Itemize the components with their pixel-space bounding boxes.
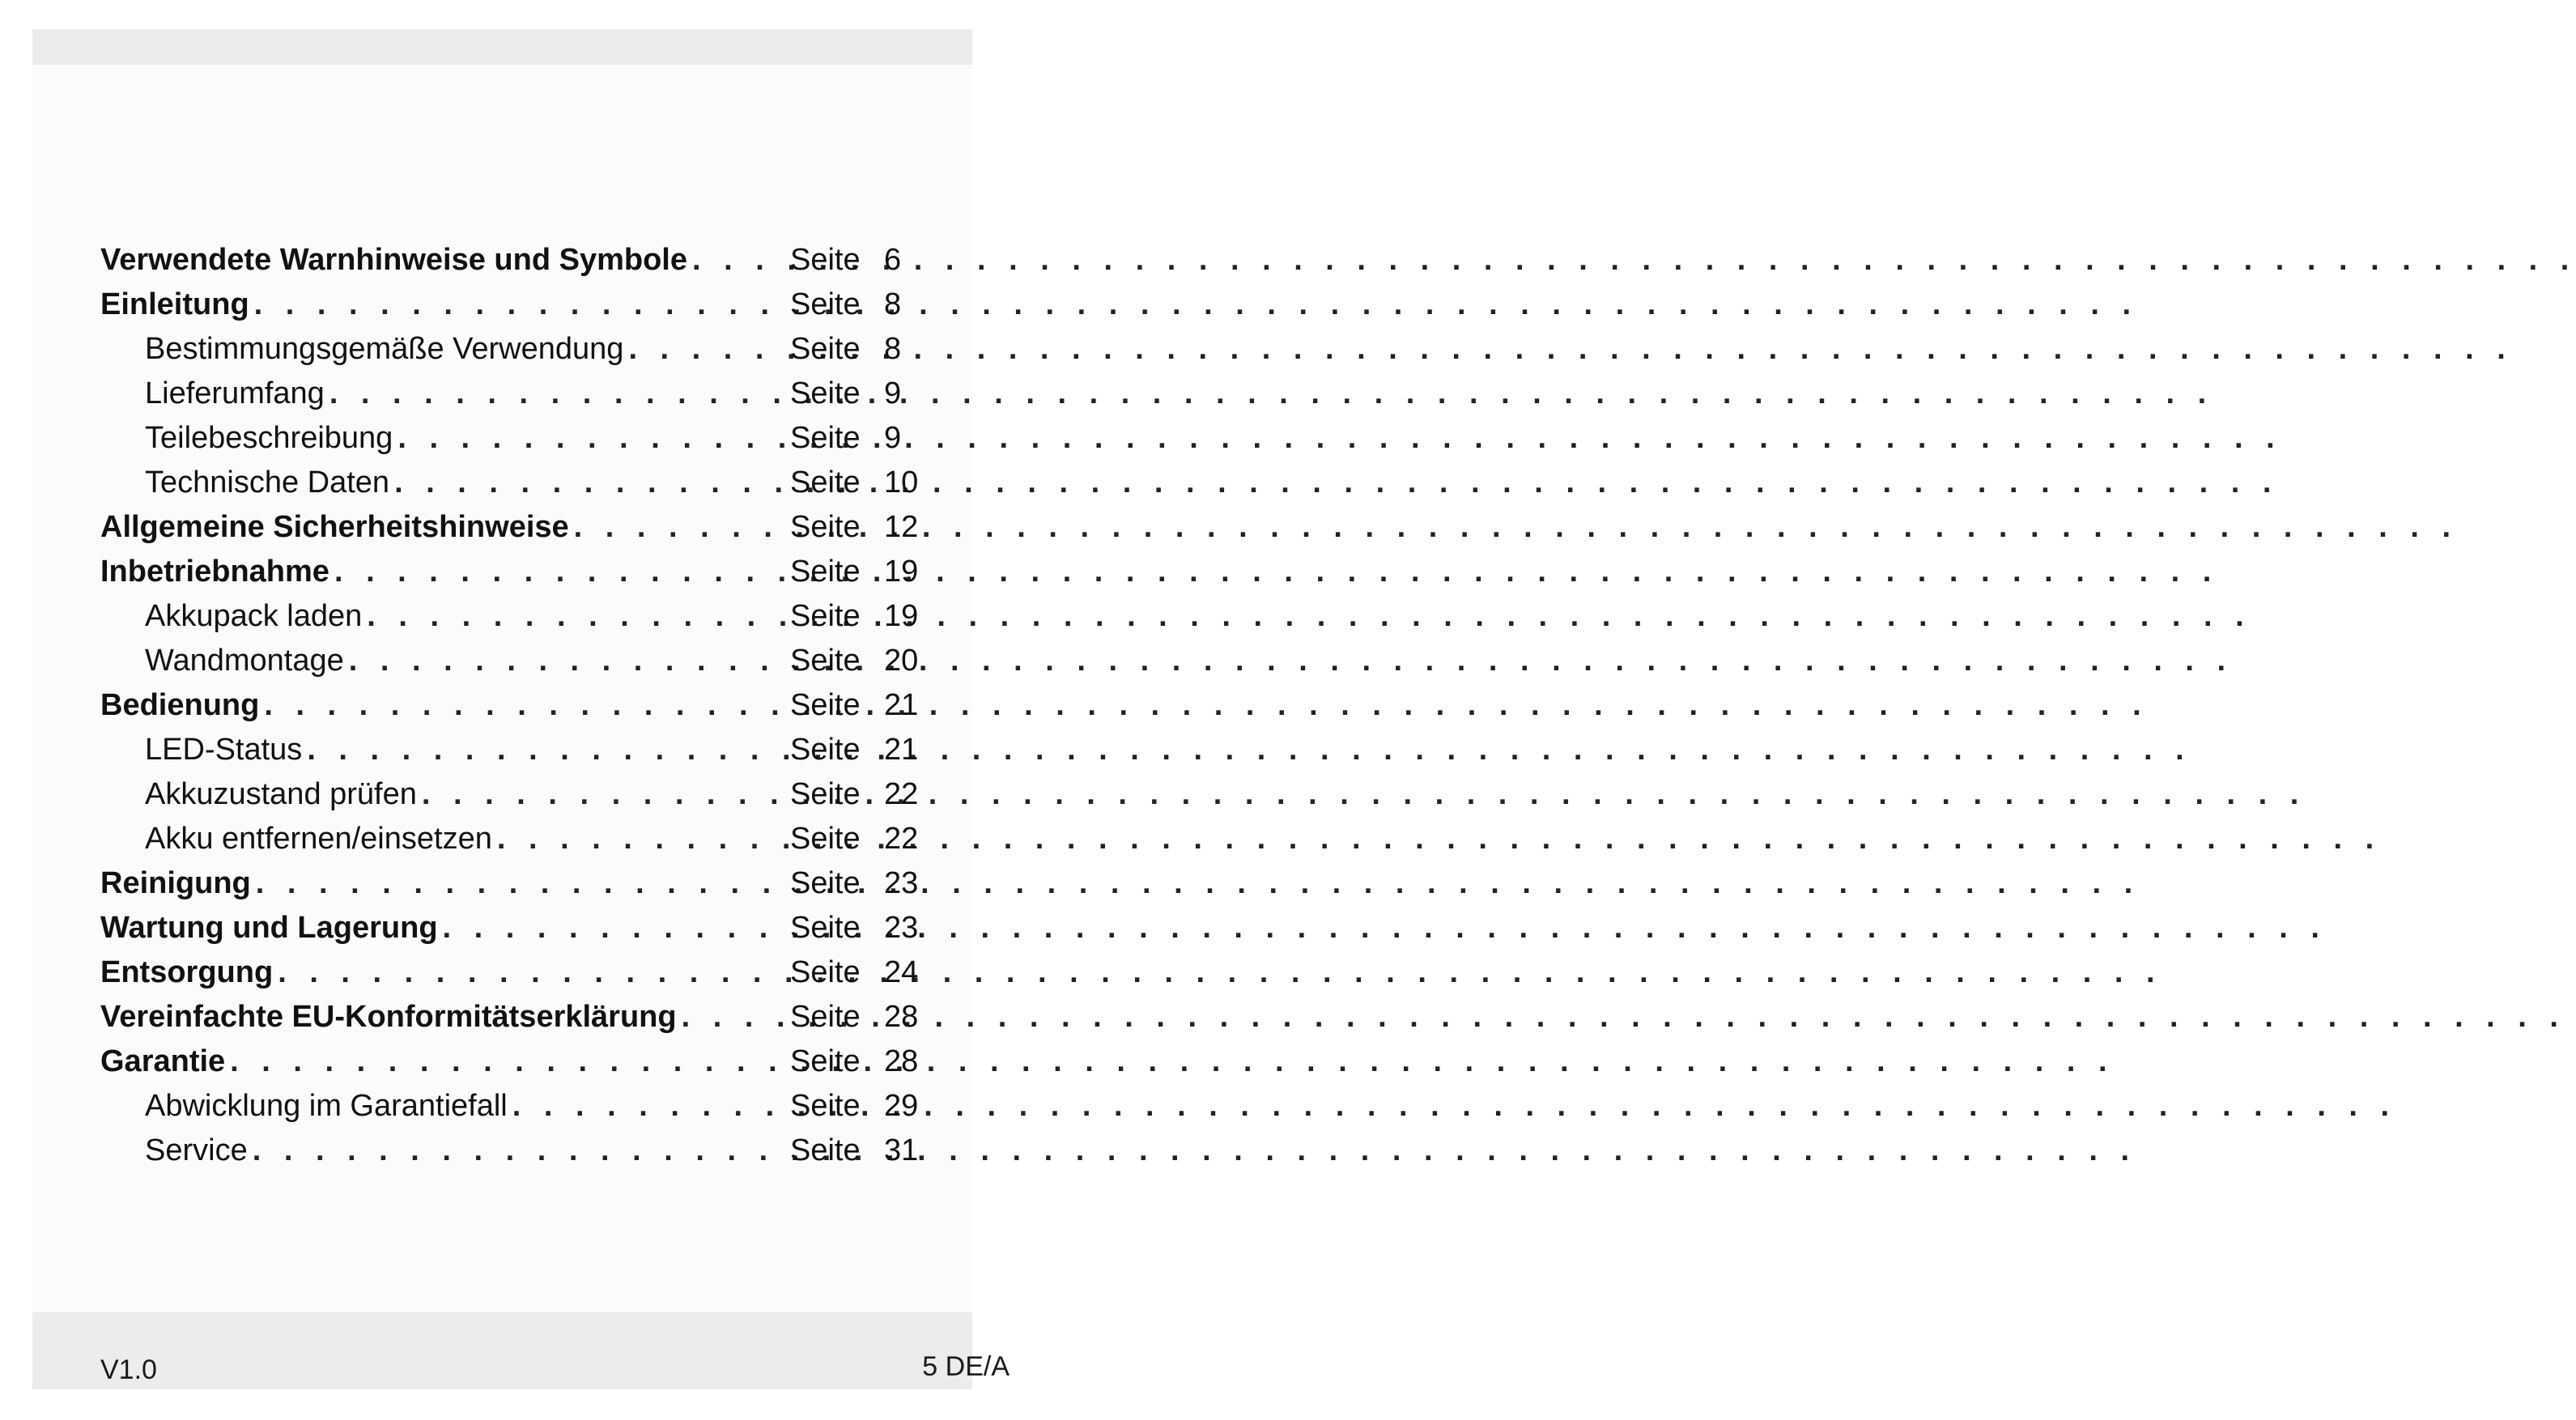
toc-entry-title: Lieferumfang — [145, 376, 325, 410]
dot-leader — [349, 639, 2233, 683]
toc-entry-title: Akkuzustand prüfen — [145, 777, 417, 811]
toc-page-label: Seite — [790, 555, 861, 589]
toc-entry[interactable] — [100, 639, 926, 683]
toc-page-label: Seite — [790, 421, 861, 455]
toc-entry-title: Reinigung — [100, 866, 251, 900]
toc-entry[interactable] — [100, 283, 926, 327]
version-label: V1.0 — [100, 1354, 157, 1385]
dot-leader — [628, 327, 2512, 372]
toc-page-number: 9 — [884, 421, 902, 455]
toc-page-number: 20 — [884, 644, 919, 678]
toc-entry-title: Akku entfernen/einsetzen — [145, 822, 492, 856]
toc-page-number: 8 — [884, 332, 902, 366]
toc-page-label: Seite — [790, 332, 861, 366]
toc-entry[interactable] — [100, 461, 926, 505]
toc-entry-title-group — [100, 505, 779, 550]
toc-entry-title: Einleitung — [100, 287, 249, 321]
toc-page-number: 23 — [884, 866, 919, 900]
toc-entry-title: Bedienung — [100, 688, 260, 722]
dot-leader — [334, 550, 2218, 594]
toc-entry[interactable] — [100, 861, 926, 906]
toc-entry-title-group — [145, 639, 779, 683]
toc-entry[interactable] — [100, 594, 926, 639]
toc-page-label: Seite — [790, 866, 861, 900]
toc-entry-title-group — [145, 772, 779, 817]
dot-leader — [329, 372, 2213, 416]
toc-entry-title: Teilebeschreibung — [145, 421, 393, 455]
toc-entry-title-group — [145, 817, 779, 861]
toc-entry-title-group — [100, 950, 779, 995]
toc-entry[interactable] — [100, 728, 926, 772]
dot-leader — [682, 995, 2565, 1039]
toc-entry-title-group — [145, 728, 779, 772]
toc-page-number: 31 — [884, 1133, 919, 1167]
toc-entry[interactable] — [100, 906, 926, 950]
toc-page-number: 24 — [884, 955, 919, 989]
toc-page-number: 22 — [884, 777, 919, 811]
toc-page-number: 9 — [884, 376, 902, 410]
dot-leader — [692, 238, 2576, 283]
dot-leader — [397, 416, 2281, 461]
toc-entry[interactable] — [100, 950, 926, 995]
toc-page-number: 6 — [884, 243, 902, 277]
toc-page-number: 19 — [884, 555, 919, 589]
toc-entry[interactable] — [100, 1039, 926, 1084]
dot-leader — [254, 283, 2138, 327]
toc-entry-title: Wandmontage — [145, 644, 344, 678]
toc-entry[interactable] — [100, 505, 926, 550]
dot-leader — [443, 906, 2327, 950]
dot-leader — [394, 461, 2278, 505]
toc-page-label: Seite — [790, 1133, 861, 1167]
toc-page-label: Seite — [790, 644, 861, 678]
toc-entry[interactable] — [100, 683, 926, 728]
dot-leader — [264, 683, 2148, 728]
dot-leader — [278, 950, 2162, 995]
toc-entry-title-group — [100, 861, 779, 906]
toc-page-label: Seite — [790, 243, 861, 277]
toc-entry-title: Allgemeine Sicherheitshinweise — [100, 510, 569, 544]
dot-leader — [253, 1129, 2136, 1173]
toc-page-label: Seite — [790, 510, 861, 544]
toc-entry[interactable] — [100, 817, 926, 861]
toc-entry[interactable] — [100, 550, 926, 594]
toc-entry[interactable] — [100, 238, 926, 283]
toc-entry-title: Garantie — [100, 1044, 226, 1078]
toc-entry-title: Technische Daten — [145, 466, 390, 500]
dot-leader — [422, 772, 2306, 817]
toc-entry-title-group — [100, 1039, 779, 1084]
toc-page-label: Seite — [790, 1044, 861, 1078]
toc-page-label: Seite — [790, 777, 861, 811]
toc-entry[interactable] — [100, 1129, 926, 1173]
toc-entry-title: Verwendete Warnhinweise und Symbole — [100, 243, 687, 277]
toc-page-number: 21 — [884, 733, 919, 767]
toc-entry-title-group — [100, 238, 779, 283]
toc-entry-title: Wartung und Lagerung — [100, 911, 438, 945]
toc-entry-title-group — [145, 594, 779, 639]
dot-leader — [256, 861, 2140, 906]
toc-page-label: Seite — [790, 688, 861, 722]
document-page — [32, 29, 1010, 1389]
toc-entry-title: Entsorgung — [100, 955, 274, 989]
toc-page-label: Seite — [790, 599, 861, 633]
toc-entry-title-group — [145, 461, 779, 505]
dot-leader — [230, 1039, 2114, 1084]
toc-entry[interactable] — [100, 995, 926, 1039]
toc-entry-title: Service — [145, 1133, 248, 1167]
toc-entry-title: Abwicklung im Garantiefall — [145, 1089, 508, 1123]
toc-page-number: 22 — [884, 822, 919, 856]
toc-entry-title-group — [145, 372, 779, 416]
toc-page-number: 12 — [884, 510, 919, 544]
toc-entry-title-group — [145, 1084, 779, 1129]
toc-entry[interactable] — [100, 327, 926, 372]
toc-entry[interactable] — [100, 772, 926, 817]
toc-entry-title-group — [100, 906, 779, 950]
toc-entry-title-group — [145, 1129, 779, 1173]
toc-page-label: Seite — [790, 911, 861, 945]
toc-page-label: Seite — [790, 1089, 861, 1123]
toc-page-number: 19 — [884, 599, 919, 633]
toc-page-number: 23 — [884, 911, 919, 945]
toc-page-label: Seite — [790, 1000, 861, 1034]
page-number: 5 DE/A — [922, 1351, 1010, 1382]
toc-page-label: Seite — [790, 822, 861, 856]
toc-page-label: Seite — [790, 733, 861, 767]
toc-entry-title: Inbetriebnahme — [100, 555, 329, 589]
toc-entry-title-group — [100, 283, 779, 327]
page-footer — [32, 1312, 1010, 1389]
toc-entry-title-group — [100, 550, 779, 594]
toc-page-number: 21 — [884, 688, 919, 722]
toc-page-number: 8 — [884, 287, 902, 321]
toc-entry-title-group — [145, 416, 779, 461]
toc-entry[interactable] — [100, 416, 926, 461]
toc-page-number: 28 — [884, 1044, 919, 1078]
toc-page-number: 29 — [884, 1089, 919, 1123]
toc-page-label: Seite — [790, 376, 861, 410]
toc-entry-title: LED-Status — [145, 733, 303, 767]
toc-entry-title: Vereinfachte EU-Konformitätserklärung — [100, 1000, 677, 1034]
toc-page-number: 28 — [884, 1000, 919, 1034]
toc-page-label: Seite — [790, 287, 861, 321]
toc-entry[interactable] — [100, 372, 926, 416]
toc-page-label: Seite — [790, 955, 861, 989]
dot-leader — [307, 728, 2191, 772]
toc-entry[interactable] — [100, 1084, 926, 1129]
header-band — [32, 29, 972, 65]
table-of-contents — [100, 238, 926, 1173]
toc-entry-title-group — [100, 683, 779, 728]
toc-entry-title: Bestimmungsgemäße Verwendung — [145, 332, 624, 366]
toc-entry-title-group — [100, 995, 779, 1039]
toc-page-label: Seite — [790, 466, 861, 500]
toc-entry-title-group — [145, 327, 779, 372]
dot-leader — [367, 594, 2251, 639]
toc-entry-title: Akkupack laden — [145, 599, 363, 633]
toc-page-number: 10 — [884, 466, 919, 500]
